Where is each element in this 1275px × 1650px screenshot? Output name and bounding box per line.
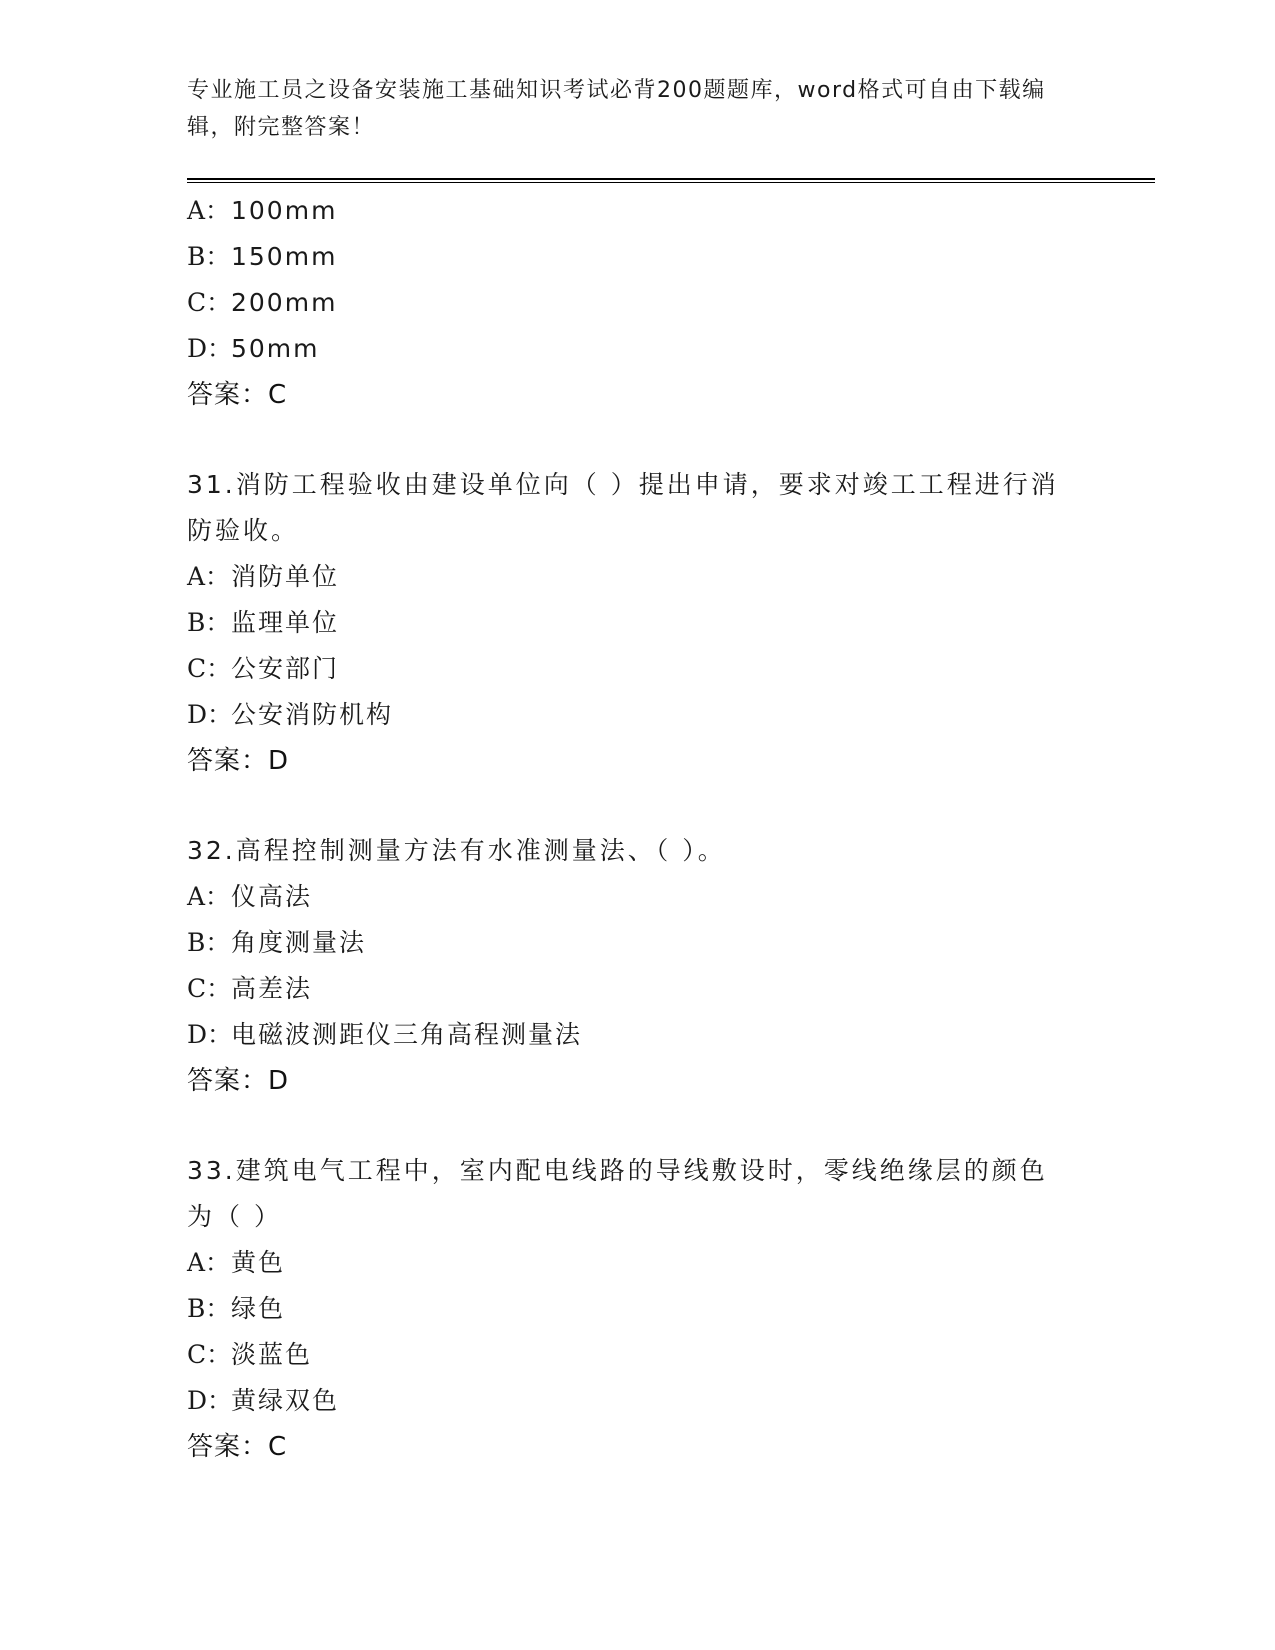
option-b [187, 234, 1087, 280]
option-letter: D： [187, 1386, 233, 1415]
option-letter: D： [187, 700, 233, 729]
option-text: 消防单位 [231, 562, 340, 591]
option-c [187, 966, 1087, 1012]
option-letter: B： [187, 928, 231, 957]
option-c [187, 280, 1087, 326]
option-c [187, 1332, 1087, 1378]
option-d [187, 1378, 1087, 1424]
option-b [187, 1286, 1087, 1332]
option-text: 50mm [231, 334, 320, 363]
option-letter: B： [187, 1294, 231, 1323]
option-text: 绿色 [231, 1294, 286, 1323]
question-text: 32.高程控制测量方法有水准测量法、（ ）。 [187, 836, 726, 865]
option-letter: C： [187, 1340, 232, 1369]
option-letter: A： [187, 196, 231, 225]
option-letter: C： [187, 288, 232, 317]
option-text: 仪高法 [231, 882, 313, 911]
option-text: 监理单位 [231, 608, 340, 637]
option-letter: B： [187, 242, 231, 271]
option-text: 黄色 [231, 1248, 286, 1277]
option-text: 100mm [231, 196, 338, 225]
option-letter: C： [187, 654, 232, 683]
option-text: 黄绿双色 [231, 1386, 340, 1415]
answer-line: 答案：D [187, 1066, 290, 1096]
option-letter: A： [187, 1248, 231, 1277]
option-letter: A： [187, 562, 231, 591]
option-text: 角度测量法 [231, 928, 367, 957]
option-letter: D： [187, 1020, 233, 1049]
page-header-title: 专业施工员之设备安装施工基础知识考试必背200题题库，word格式可自由下载编辑，附完整答案！ [187, 78, 1046, 140]
question-block-33 [187, 1148, 1087, 1470]
option-b [187, 600, 1087, 646]
question-block-32 [187, 828, 1087, 1104]
question-block-31 [187, 462, 1087, 784]
option-b [187, 920, 1087, 966]
option-c [187, 646, 1087, 692]
option-a [187, 1240, 1087, 1286]
question-text: 33.建筑电气工程中，室内配电线路的导线敷设时，零线绝缘层的颜色为（ ） [187, 1156, 1048, 1231]
option-d [187, 326, 1087, 372]
option-a [187, 188, 1087, 234]
option-letter: A： [187, 882, 231, 911]
option-letter: C： [187, 974, 232, 1003]
option-letter: B： [187, 608, 231, 637]
option-text: 公安部门 [231, 654, 340, 683]
option-text: 公安消防机构 [231, 700, 394, 729]
continued-question-block [187, 188, 1087, 418]
option-text: 150mm [231, 242, 338, 271]
option-text: 200mm [231, 288, 338, 317]
answer-line: 答案：C [187, 1432, 288, 1462]
option-d [187, 692, 1087, 738]
option-d [187, 1012, 1087, 1058]
option-text: 电磁波测距仪三角高程测量法 [231, 1020, 583, 1049]
answer-line: 答案：C [187, 380, 288, 410]
option-letter: D： [187, 334, 233, 363]
header-divider [187, 178, 1155, 183]
option-text: 高差法 [231, 974, 313, 1003]
option-text: 淡蓝色 [231, 1340, 313, 1369]
option-a [187, 874, 1087, 920]
question-text: 31.消防工程验收由建设单位向（ ）提出申请，要求对竣工工程进行消防验收。 [187, 470, 1059, 545]
question-content [187, 188, 1087, 1470]
answer-line: 答案：D [187, 746, 290, 776]
option-a [187, 554, 1087, 600]
